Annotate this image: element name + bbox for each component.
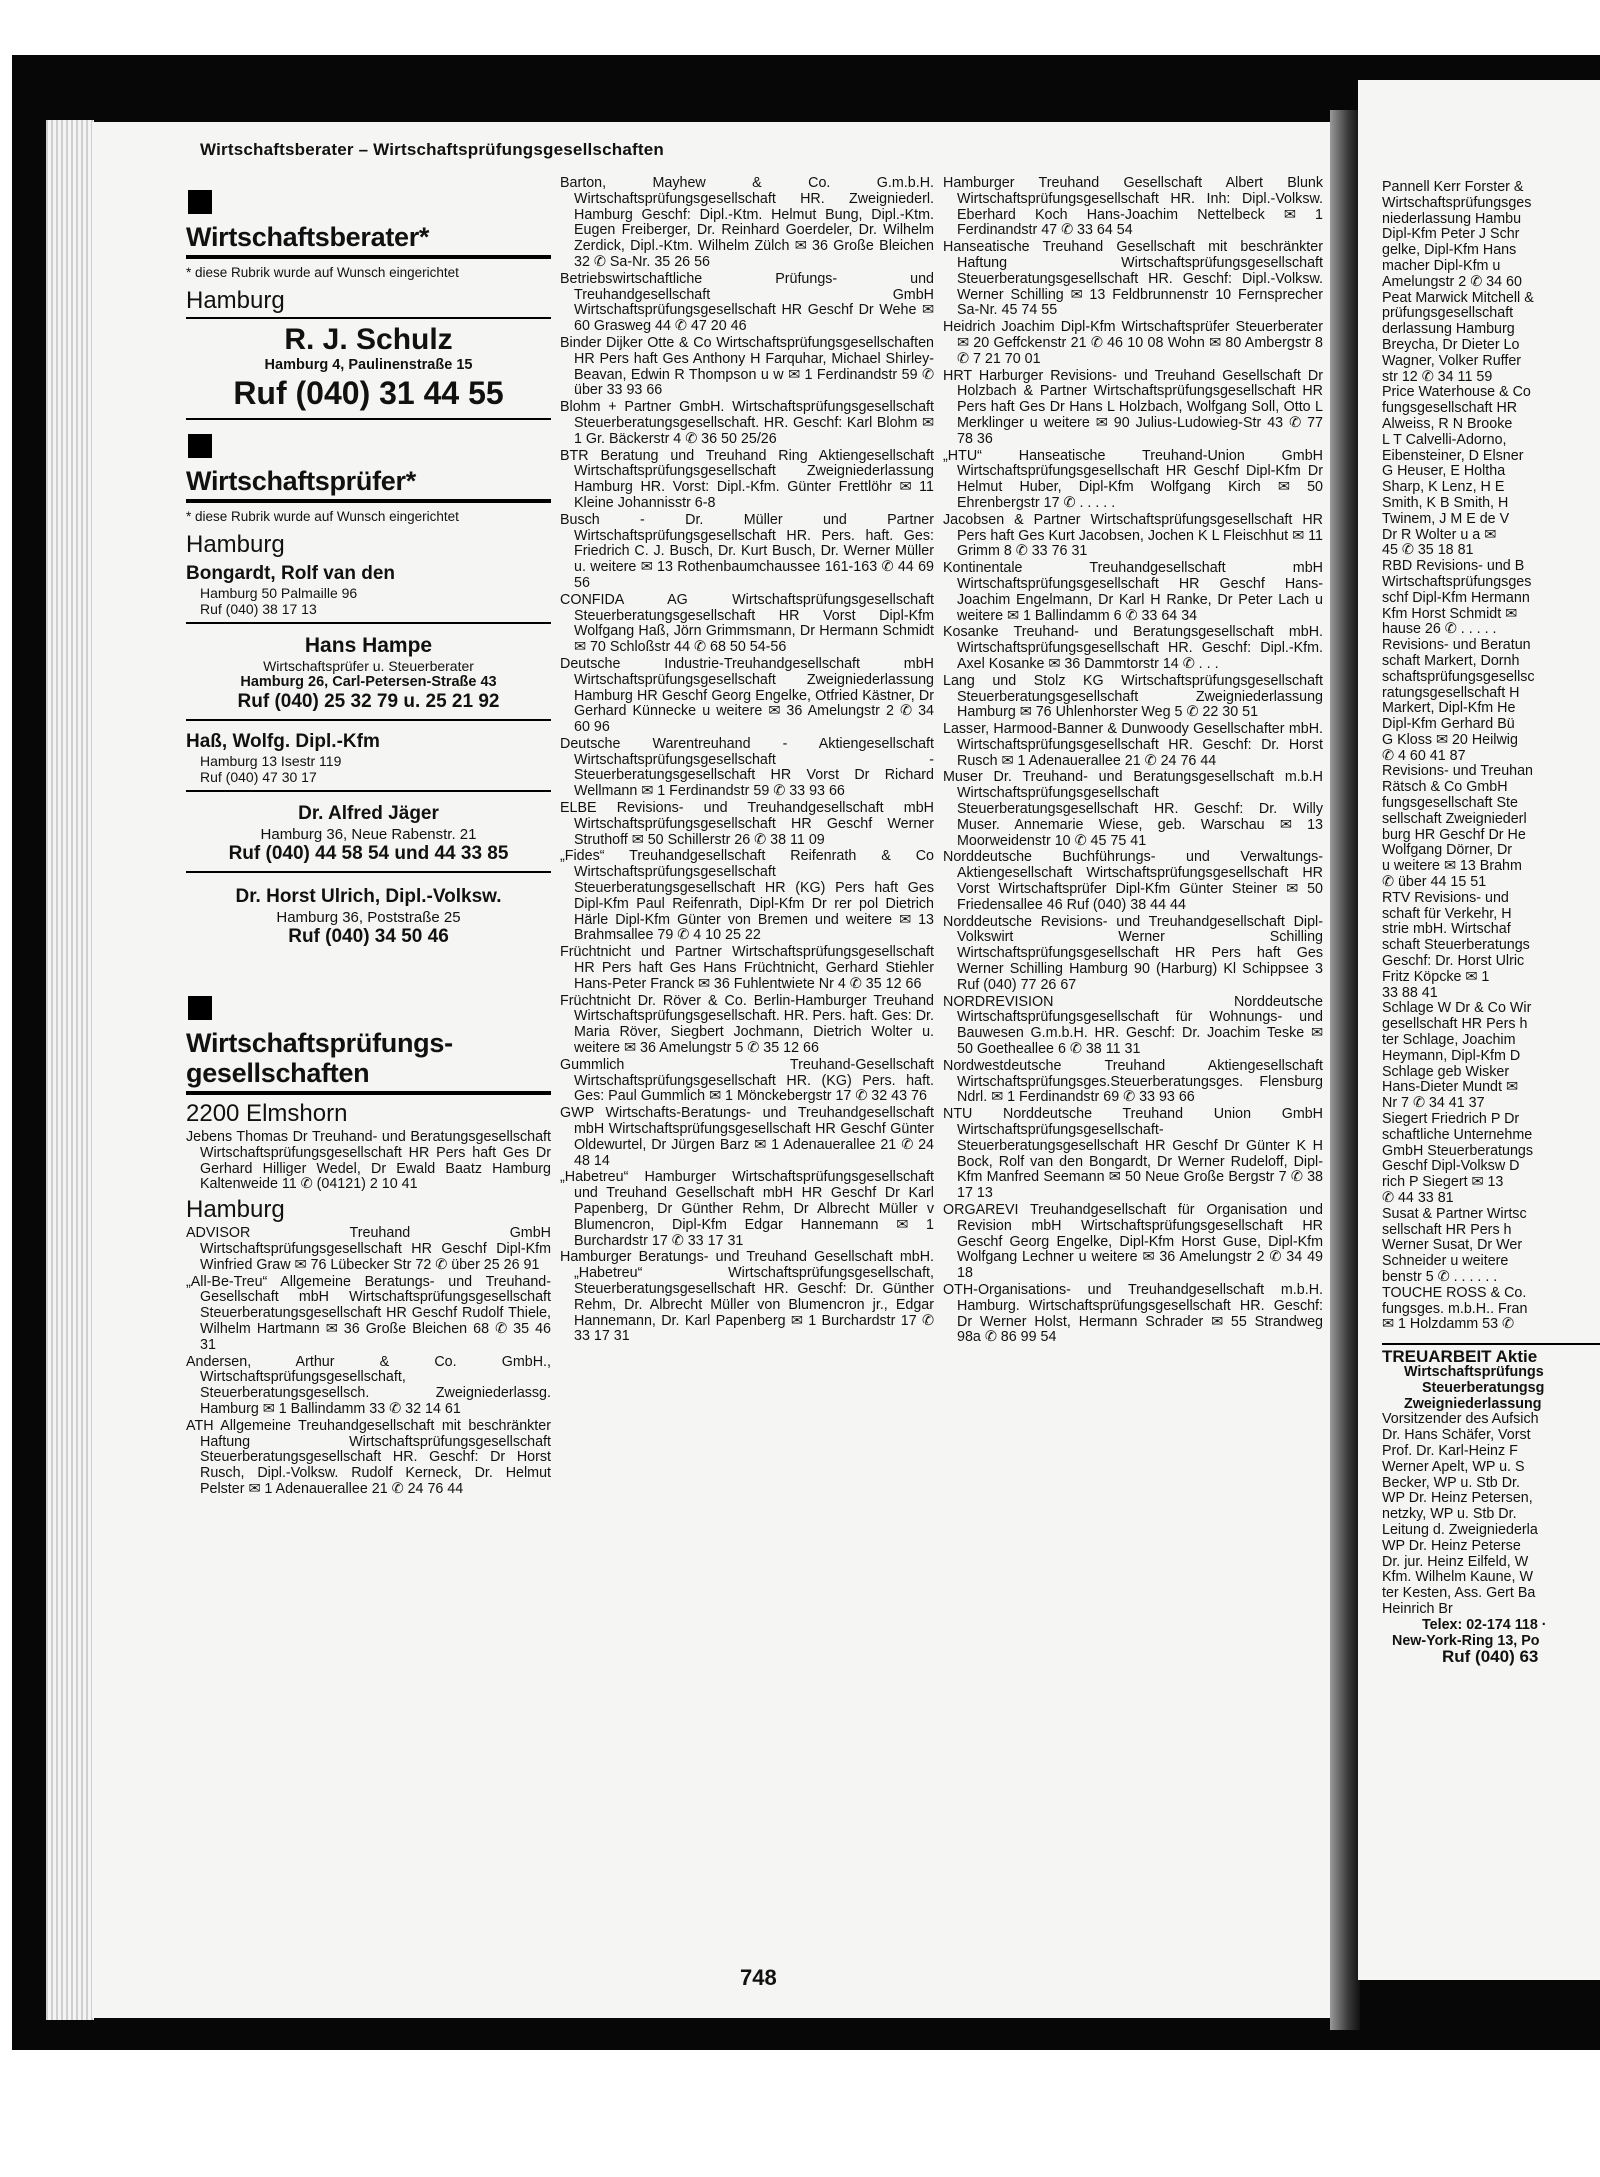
listing-line: L T Calvelli-Adorno, [1382, 431, 1507, 448]
directory-entry: ELBE Revisions- und Treuhandgesellschaft mbH Wirtschaftsprüfungsgesellschaft HR Geschf Werner Struthoff ✉ 50 Schillerstr 26 ✆ 38 11 09 [560, 800, 934, 848]
listing-line: fungsgesellschaft Ste [1382, 795, 1518, 812]
listing-name: Bongardt, Rolf van den [186, 563, 395, 584]
ad-address: Hamburg 36, Neue Rabenstr. 21 [260, 826, 477, 843]
directory-entry: Lasser, Harmood-Banner & Dunwoody Gesellschafter mbH. Wirtschaftsprüfungsgesellschaft HR. Geschf: Dr. Horst Rusch ✉ 1 Adenauerallee 21 ✆ 24 76 44 [943, 721, 1323, 769]
ad-name: Dr. Horst Ulrich, Dipl.-Volksw. [235, 886, 502, 907]
directory-entry: ORGAREVI Treuhandgesellschaft für Organisation und Revision mbH Wirtschaftsprüfungsgesellschaft HR Geschf Georg Engelke, Dipl-Kfm Horst Guse, Dipl-Kfm Wolfgang Lechner u weitere ✉ 36 Amelungstr 2 ✆ 34 49 18 [943, 1202, 1323, 1282]
ad-body-line: Becker, WP u. Stb Dr. [1382, 1474, 1520, 1491]
listing-line: strie mbH. Wirtschaf [1382, 921, 1511, 938]
listing-line: Wolfgang Dörner, Dr [1382, 842, 1513, 859]
directory-entry: „HTU“ Hanseatische Treuhand-Union GmbH Wirtschaftsprüfungsgesellschaft HR Geschf Dipl-Kfm Dr Helmut Huber, Dipl-Kfm Wolfgang Kirch ✉ 50 Ehrenbergstr 17 ✆ . . . . . [943, 447, 1323, 511]
listing-line: u weitere ✉ 13 Brahm [1382, 858, 1522, 875]
listing-box [186, 561, 551, 624]
listing-line: G Kloss ✉ 20 Heilwig [1382, 731, 1518, 748]
listing-line: Geschf: Dr. Horst Ulric [1382, 953, 1525, 970]
ad-address: Hamburg 4, Paulinenstraße 15 [264, 357, 473, 373]
listing-line: Wagner, Volker Ruffer [1382, 352, 1522, 369]
directory-entry: ADVISOR Treuhand GmbH Wirtschaftsprüfungsgesellschaft HR Geschf Dipl-Kfm Winfried Graw ✉ 76 Lübecker Str 72 ✆ über 25 26 91 [186, 1225, 551, 1273]
ad-telex: Telex: 02-174 118 · [1422, 1616, 1547, 1633]
listing-phone: Ruf (040) 47 30 17 [200, 769, 317, 785]
section-marker [188, 996, 212, 1020]
listing-line: TOUCHE ROSS & Co. [1382, 1284, 1527, 1301]
listing-line: Dipl-Kfm Gerhard Bü [1382, 716, 1515, 733]
directory-entry: OTH-Organisations- und Treuhandgesellschaft m.b.H. Hamburg. Wirtschaftsprüfungsgesellschaft HR. Geschf: Dr Werner Holst, Hermann Schrader ✉ 55 Strandweg 98a ✆ 86 99 54 [943, 1281, 1323, 1346]
ad-title: TREUARBEIT Aktie [1382, 1347, 1538, 1367]
listing-line: niederlassung Hambu [1382, 210, 1522, 227]
elmshorn-listings [186, 1130, 551, 1193]
listing-line: gesellschaft HR Pers h [1382, 1016, 1528, 1033]
listing-line: derlassung Hamburg [1382, 321, 1515, 338]
directory-entry: Deutsche Industrie-Treuhandgesellschaft mbH Wirtschaftsprüfungsgesellschaft Zweigniederlassung Hamburg HR Geschf Georg Engelke, Otfried Kästner, Dr Gerhard Künnecke u weitere ✉ 36 Amelungstr 2 ✆ 34 60 96 [560, 655, 934, 736]
listing-box [186, 729, 551, 792]
ad-body-line: Dr. jur. Heinz Eilfeld, W [1382, 1553, 1529, 1570]
directory-entry: Barton, Mayhew & Co. G.m.b.H. Wirtschaftsprüfungsgesellschaft HR. Zweigniederl. Hamburg Geschf: Dipl.-Ktm. Helmut Bung, Dipl.-Ktm. Eugen Freiberger, Dr. Reinhard Goerdeler, Dr. Wilhelm Zerdick, Dipl.-Ktm. Wilhelm Zülch ✉ 36 Große Bleichen 32 ✆ Sa-Nr. 35 26 56 [560, 175, 934, 270]
ad-name: Dr. Alfred Jäger [298, 803, 439, 824]
listing-line: Eibensteiner, D Elsner [1382, 447, 1524, 464]
listing-name: Haß, Wolfg. Dipl.-Kfm [186, 731, 380, 752]
listing-line: ratungsgesellschaft H [1382, 684, 1520, 701]
listing-line: GmbH Steuerberatungs [1382, 1142, 1533, 1159]
directory-entry: Binder Dijker Otte & Co Wirtschaftsprüfungsgesellschaften HR Pers haft Ges Anthony H Farquhar, Michael Shirley-Beavan, Edwin R Thompson u w ✉ 1 Ferdinandstr 59 ✆ über 33 93 66 [560, 334, 934, 399]
section-title: Wirtschaftsberater* [186, 222, 551, 259]
directory-entry: NORDREVISION Norddeutsche Wirtschaftsprüfungsgesellschaft für Wohnungs- und Bauwesen G.m.b.H. HR. Geschf: Dr. Joachim Teske ✉ 50 Goetheallee 6 ✆ 38 11 31 [943, 993, 1323, 1058]
column-2 [560, 176, 934, 1346]
listing-line: Alweiss, R N Brooke [1382, 415, 1513, 432]
listing-line: rich P Siegert ✉ 13 [1382, 1174, 1504, 1191]
ad-phone: Ruf (040) 44 58 54 und 44 33 85 [228, 843, 509, 864]
listing-line: ✉ 1 Holzdamm 53 ✆ [1382, 1316, 1515, 1333]
listing-line: ter Schlage, Joachim [1382, 1032, 1516, 1049]
listing-line: RTV Revisions- und [1382, 889, 1509, 906]
directory-entry: Busch - Dr. Müller und Partner Wirtschaftsprüfungsgesellschaft HR. Pers. haft. Ges: Friedrich C. J. Busch, Dr. Kurt Busch, Dr. Werner Müller u. weitere ✉ 13 Rothenbaumchaussee 161-163 ✆ 44 69 56 [560, 511, 934, 591]
directory-entry: Hanseatische Treuhand Gesellschaft mit beschränkter Haftung Wirtschaftsprüfungsgesellschaft Steuerberatungsgesellschaft HR. Geschf: Dipl.-Volksw. Werner Schilling ✉ 13 Feldbrunnenstr 10 Fernsprecher Sa-Nr. 45 74 55 [943, 239, 1323, 319]
directory-entry: Norddeutsche Revisions- und Treuhandgesellschaft Dipl-Volkswirt Werner Schilling Wirtschaftsprüfungsgesellschaft HR Pers haft Ges Werner Schilling Hamburg 90 (Harburg) Kl Schippsee 3 Ruf (040) 77 26 67 [943, 913, 1323, 993]
ad-body-line: WP Dr. Heinz Petersen, [1382, 1490, 1533, 1507]
directory-entry: ATH Allgemeine Treuhandgesellschaft mit beschränkter Haftung Wirtschaftsprüfungsgesellschaft Steuerberatungsgesellschaft HR. Geschf: Dr Horst Rusch, Dipl.-Volksw. Rudolf Kerneck, Dr. Helmut Pelster ✉ 1 Adenauerallee 21 ✆ 24 76 44 [186, 1417, 551, 1497]
ad-body [1382, 1412, 1600, 1617]
listing-line: Heymann, Dipl-Kfm D [1382, 1047, 1521, 1064]
listing-line: str 12 ✆ 34 11 59 [1382, 368, 1493, 385]
listing-line: Pannell Kerr Forster & [1382, 179, 1524, 195]
ad-body-line: Kfm. Wilhelm Kaune, W [1382, 1569, 1533, 1586]
listing-line: Dipl-Kfm Peter J Schr [1382, 226, 1520, 243]
listing-line: gelke, Dipl-Kfm Hans [1382, 242, 1517, 259]
directory-entry: Blohm + Partner GmbH. Wirtschaftsprüfungsgesellschaft Steuerberatungsgesellschaft. HR. Geschf: Karl Blohm ✉ 1 Gr. Bäckerstr 4 ✆ 36 50 25/26 [560, 399, 934, 447]
listing-line: schf Dipl-Kfm Hermann [1382, 589, 1530, 606]
ad-body-line: Werner Apelt, WP u. S [1382, 1458, 1525, 1475]
listing-line: Rätsch & Co GmbH [1382, 779, 1508, 796]
book-gutter [1330, 110, 1360, 2030]
directory-entry: Gummlich Treuhand-Gesellschaft Wirtschaftsprüfungsgesellschaft HR. (KG) Pers. haft. Ges: Paul Gummlich ✉ 1 Mönckebergstr 17 ✆ 32 43 76 [560, 1056, 934, 1105]
section-title: Wirtschaftsprüfer* [186, 466, 551, 503]
listing-line: Revisions- und Treuhan [1382, 763, 1533, 780]
ad-address: New-York-Ring 13, Po [1392, 1632, 1540, 1649]
directory-entry: „Habetreu“ Hamburger Wirtschaftsprüfungsgesellschaft und Treuhand Gesellschaft mbH HR Geschf Dr Karl Papenberg, Dr Günther Rehm, Dr Albrecht Müller v Blumencron, Dipl-Kfm Edgar Hannemann ✉ 1 Burchardstr 17 ✆ 33 17 31 [560, 1169, 934, 1249]
listing-line: Price Waterhouse & Co [1382, 384, 1531, 401]
listing-line: RBD Revisions- und B [1382, 558, 1525, 575]
listing-phone: Ruf (040) 38 17 13 [200, 601, 317, 617]
listing-line: Kfm Horst Schmidt ✉ [1382, 605, 1518, 622]
directory-entry: Früchtnicht und Partner Wirtschaftsprüfungsgesellschaft HR Pers haft Ges Hans Früchtnicht, Gerhard Stiehler Hans-Peter Franck ✉ 36 Fuhlentwiete Nr 4 ✆ 35 12 66 [560, 944, 934, 992]
page-stack-edge [46, 120, 94, 2020]
listing-address: Hamburg 50 Palmaille 96 [200, 585, 358, 601]
listing-line: Twinem, J M E de V [1382, 510, 1510, 527]
ad-phone: Ruf (040) 63 [1442, 1647, 1539, 1667]
ad-name: Hans Hampe [304, 634, 433, 657]
directory-entry: Früchtnicht Dr. Röver & Co. Berlin-Hamburger Treuhand Wirtschaftsprüfungsgesellschaft. HR. Pers. haft. Ges: Dr. Maria Röver, Siegbert Jochmann, Dietrich Wolter u. weitere ✉ 36 Amelungstr 5 ✆ 35 12 66 [560, 992, 934, 1057]
listing-line: fungsges. m.b.H.. Fran [1382, 1300, 1528, 1317]
directory-entry: GWP Wirtschafts-Beratungs- und Treuhandgesellschaft mbH Wirtschaftsprüfungsgesellschaft HR Geschf Günter Oldewurtel, Dr Jürgen Barz ✉ 1 Adenauerallee 21 ✆ 24 48 14 [560, 1105, 934, 1169]
listing-line: Siegert Friedrich P Dr [1382, 1111, 1520, 1128]
listing-line: schaftsprüfungsgesellsc [1382, 668, 1535, 685]
listing-line: Geschf Dipl-Volksw D [1382, 1158, 1520, 1175]
listing-line: Werner Susat, Dr Wer [1382, 1237, 1523, 1254]
listing-ad [186, 317, 551, 420]
ad-body-line: Vorsitzender des Aufsich [1382, 1411, 1539, 1428]
directory-entry: HRT Harburger Revisions- und Treuhand Gesellschaft Dr Holzbach & Partner Wirtschaftsprüfungsgesellschaft HR Pers haft Ges Dr Hans L Holzbach, Wolfgang Soll, Otto L Merklinger u weitere ✉ 90 Julius-Ludowieg-Str 43 ✆ 77 78 36 [943, 367, 1323, 447]
listing-line: Revisions- und Beratun [1382, 637, 1531, 654]
listing-ad [186, 630, 551, 721]
section-note: * diese Rubrik wurde auf Wunsch eingerichtet [186, 509, 459, 524]
ad-address: Hamburg 36, Poststraße 25 [276, 909, 461, 926]
listing-line: schaftliche Unternehme [1382, 1126, 1533, 1143]
listing-line: Wirtschaftsprüfungsges [1382, 573, 1532, 590]
directory-entry: Kosanke Treuhand- und Beratungsgesellschaft mbH. Wirtschaftsprüfungsgesellschaft HR. Geschf: Dipl.-Kfm. Axel Kosanke ✉ 36 Dammtorstr 14 ✆ . . . [943, 624, 1323, 672]
directory-entry: BTR Beratung und Treuhand Ring Aktiengesellschaft Wirtschaftsprüfungsgesellschaft Zweigniederlassung Hamburg HR. Vorst: Dipl.-Kfm. Günter Frettlöhr ✉ 11 Kleine Johannisstr 6-8 [560, 447, 934, 511]
column-4 [1382, 180, 1600, 1665]
listing-line: G Heuser, E Holtha [1382, 463, 1506, 480]
directory-entry: Deutsche Warentreuhand - Aktiengesellschaft Wirtschaftsprüfungsgesellschaft - Steuerberatungsgesellschaft HR Vorst Dr Richard Wellmann ✉ 1 Ferdinandstr 59 ✆ 33 93 66 [560, 735, 934, 800]
listing-line: Fritz Köpcke ✉ 1 [1382, 968, 1490, 985]
section-title: Wirtschaftsprüfungs-gesellschaften [186, 1028, 551, 1095]
directory-entry: Lang und Stolz KG Wirtschaftsprüfungsgesellschaft Steuerberatungsgesellschaft Zweigniederlassung Hamburg ✉ 76 Uhlenhorster Weg 5 ✆ 22 30 51 [943, 672, 1323, 721]
listing-ad [186, 798, 551, 873]
listing-line: schaft Markert, Dornh [1382, 652, 1520, 669]
running-title: Wirtschaftsberater – Wirtschaftsprüfungsgesellschaften [200, 140, 664, 159]
directory-entry: „Fides“ Treuhandgesellschaft Reifenrath & Co Wirtschaftsprüfungsgesellschaft Steuerberatungsgesellschaft HR (KG) Pers haft Ges Dipl-Kfm Paul Reifenrath, Dipl-Kfm Dr rer pol Dietrich Härle Dipl-Kfm Günter von Bremen und weitere ✉ 13 Brahmsallee 79 ✆ 4 10 25 22 [560, 848, 934, 944]
listing-line: Breycha, Dr Dieter Lo [1382, 336, 1520, 353]
directory-entry: CONFIDA AG Wirtschaftsprüfungsgesellschaft Steuerberatungsgesellschaft HR Vorst Dipl-Kfm Wolfgang Haß, Jörn Grimmsmann, Dr Hermann Schmidt ✉ 70 Schloßstr 44 ✆ 68 50 54-56 [560, 591, 934, 656]
hamburg-listings [186, 1226, 551, 1498]
city-heading: 2200 Elmshorn [186, 1100, 348, 1127]
directory-entry: „All-Be-Treu“ Allgemeine Beratungs- und Treuhand-Gesellschaft mbH Wirtschaftsprüfungsgesellschaft Steuerberatungsgesellschaft HR Geschf Rudolf Thiele, Wilhelm Hartmann ✉ 36 Große Bleichen 68 ✆ 35 46 31 [186, 1273, 551, 1353]
directory-entry: Kontinentale Treuhandgesellschaft mbH Wirtschaftsprüfungsgesellschaft HR Geschf Hans-Joachim Engelmann, Dr Karl H Ranke, Dr Peter Lach u weitere ✉ 1 Ballindamm 6 ✆ 33 64 34 [943, 560, 1323, 624]
listing-line: hause 26 ✆ . . . . . [1382, 621, 1497, 638]
ad-body-line: Leitung d. Zweigniederla [1382, 1521, 1538, 1538]
ad-line: Steuerberatungsg [1422, 1379, 1545, 1396]
directory-entry: NTU Norddeutsche Treuhand Union GmbH Wirtschaftsprüfungsgesellschaft-Steuerberatungsgesellschaft HR Geschf Dr Günter K H Bock, Rolf van den Bongardt, Dr Werner Rudeloff, Dipl-Kfm Manfred Seemann ✉ 50 Neue Große Bergstr 7 ✆ 38 17 13 [943, 1106, 1323, 1202]
city-heading: Hamburg [186, 287, 285, 314]
listing-line: Nr 7 ✆ 34 41 37 [1382, 1095, 1485, 1112]
ad-line: Zweigniederlassung [1404, 1395, 1542, 1412]
listing-line: Schlage geb Wisker [1382, 1063, 1510, 1080]
ad-phone: Ruf (040) 34 50 46 [288, 926, 449, 947]
listing-line: Schneider u weitere [1382, 1253, 1509, 1270]
directory-entry: Norddeutsche Buchführungs- und Verwaltungs-Aktiengesellschaft Wirtschaftsprüfungsgesellschaft HR Vorst Wirtschaftsprüfer Dipl-Kfm Günter Steiner ✉ 50 Friedensallee 46 Ruf (040) 38 44 44 [943, 849, 1323, 913]
directory-entry: Nordwestdeutsche Treuhand Aktiengesellschaft Wirtschaftsprüfungsges.Steuerberatungsges. Flensburg Ndrl. ✉ 1 Ferdinandstr 69 ✆ 33 93 66 [943, 1057, 1323, 1106]
page-number: 748 [740, 1965, 777, 1990]
right-page [1358, 80, 1600, 1980]
listing-line: prüfungsgesellschaft [1382, 305, 1514, 322]
city-heading: Hamburg [186, 1196, 285, 1224]
directory-entry: Jacobsen & Partner Wirtschaftsprüfungsgesellschaft HR Pers haft Ges Kurt Jacobsen, Jochen K L Fleischhut ✉ 11 Grimm 8 ✆ 33 76 31 [943, 511, 1323, 560]
section-marker [188, 190, 212, 214]
listing-line: Peat Marwick Mitchell & [1382, 289, 1534, 306]
ad-body-line: Dr. Hans Schäfer, Vorst [1382, 1427, 1531, 1444]
ad-profession: Wirtschaftsprüfer u. Steuerberater [263, 658, 474, 674]
listing-line: Sharp, K Lenz, H E [1382, 479, 1505, 496]
listing-line: Schlage W Dr & Co Wir [1382, 1000, 1532, 1017]
ad-body-line: netzky, WP u. Stb Dr. [1382, 1506, 1517, 1523]
section-note: * diese Rubrik wurde auf Wunsch eingerichtet [186, 265, 459, 280]
listing-line: Wirtschaftsprüfungsges [1382, 194, 1532, 211]
listing-line: Smith, K B Smith, H [1382, 494, 1509, 511]
listing-line: Dr R Wolter u a ✉ [1382, 526, 1497, 543]
listing-line: ✆ 4 60 41 87 [1382, 747, 1466, 764]
directory-entry: Hamburger Beratungs- und Treuhand Gesellschaft mbH. „Habetreu“ Wirtschaftsprüfungsgesellschaft, Steuerberatungsgesellschaft HR. Geschf: Dr. Günther Rehm, Dr. Albrecht Müller von Blumencron jr., Edgar Hannemann, Dr. Karl Papenberg ✉ 1 Burchardstr 17 ✆ 33 17 31 [560, 1249, 934, 1345]
listing-line: sellschaft Zweigniederl [1382, 810, 1527, 827]
listing-line: fungsgesellschaft HR [1382, 400, 1518, 417]
column-1 [186, 176, 551, 1499]
ad-line: Wirtschaftsprüfungs [1404, 1363, 1544, 1380]
ad-body-line: Heinrich Br [1382, 1600, 1453, 1617]
listing-line: Hans-Dieter Mundt ✉ [1382, 1079, 1518, 1096]
listing-line: Susat & Partner Wirtsc [1382, 1205, 1527, 1222]
listing-line: ✆ über 44 15 51 [1382, 874, 1487, 891]
directory-entry: Jebens Thomas Dr Treuhand- und Beratungsgesellschaft Wirtschaftsprüfungsgesellschaft HR Pers haft Ges Dr Gerhard Hilliger Wedel, Dr Ewald Baatz Hamburg Kaltenweide 11 ✆ (04121) 2 10 41 [186, 1129, 551, 1193]
listing-line: burg HR Geschf Dr He [1382, 826, 1526, 843]
ad-body-line: Prof. Dr. Karl-Heinz F [1382, 1442, 1518, 1459]
ad-address: Hamburg 26, Carl-Petersen-Straße 43 [240, 674, 497, 690]
directory-entry: Andersen, Arthur & Co. GmbH., Wirtschaftsprüfungsgesellschaft, Steuerberatungsgesellsch. Zweigniederlassg. Hamburg ✉ 1 Ballindamm 33 ✆ 32 14 61 [186, 1353, 551, 1417]
listing-line: schaft Steuerberatungs [1382, 937, 1530, 954]
listing-line: ✆ 44 33 81 [1382, 1190, 1454, 1206]
section-marker [188, 434, 212, 458]
listing-line: sellschaft HR Pers h [1382, 1221, 1512, 1238]
ad-body-line: ter Kesten, Ass. Gert Ba [1382, 1585, 1536, 1602]
treuarbeit-ad [1382, 1343, 1600, 1665]
directory-entry: Muser Dr. Treuhand- und Beratungsgesellschaft m.b.H Wirtschaftsprüfungsgesellschaft Steuerberatungsgesellschaft HR. Geschf: Dr. Willy Muser. Annemarie Wiese, geb. Warschau ✉ 13 Moorweidenstr 10 ✆ 45 75 41 [943, 769, 1323, 849]
ad-body-line: WP Dr. Heinz Peterse [1382, 1537, 1521, 1554]
directory-entry: Heidrich Joachim Dipl-Kfm Wirtschaftsprüfer Steuerberater ✉ 20 Geffckenstr 21 ✆ 46 10 08 Wohn ✉ 80 Ambergstr 8 ✆ 7 21 70 01 [943, 319, 1323, 367]
city-heading: Hamburg [186, 531, 285, 558]
listing-line: Amelungstr 2 ✆ 34 60 [1382, 273, 1522, 290]
ad-phone: Ruf (040) 25 32 79 u. 25 21 92 [237, 691, 500, 712]
ad-name: R. J. Schulz [284, 323, 453, 356]
directory-entry: Betriebswirtschaftliche Prüfungs- und Treuhandgesellschaft GmbH Wirtschaftsprüfungsgesellschaft HR Geschf Dr Wehe ✉ 60 Grasweg 44 ✆ 47 20 46 [560, 270, 934, 335]
listing-line: 45 ✆ 35 18 81 [1382, 542, 1474, 559]
listing-line: macher Dipl-Kfm u [1382, 257, 1501, 274]
directory-entry: Hamburger Treuhand Gesellschaft Albert Blunk Wirtschaftsprüfungsgesellschaft HR. Inh: Dipl.-Volksw. Eberhard Koch Hans-Joachim Nettelbeck ✉ 1 Ferdinandstr 47 ✆ 33 64 54 [943, 175, 1323, 239]
listing-address: Hamburg 13 Isestr 119 [200, 753, 342, 769]
listing-line: benstr 5 ✆ . . . . . . [1382, 1268, 1498, 1285]
right-page-listings [1382, 180, 1600, 1333]
column-3 [943, 176, 1323, 1347]
listing-ad [186, 881, 551, 954]
listing-line: 33 88 41 [1382, 984, 1438, 1001]
ad-phone: Ruf (040) 31 44 55 [233, 375, 504, 411]
listing-line: Markert, Dipl-Kfm He [1382, 700, 1516, 717]
listing-line: schaft für Verkehr, H [1382, 905, 1512, 922]
